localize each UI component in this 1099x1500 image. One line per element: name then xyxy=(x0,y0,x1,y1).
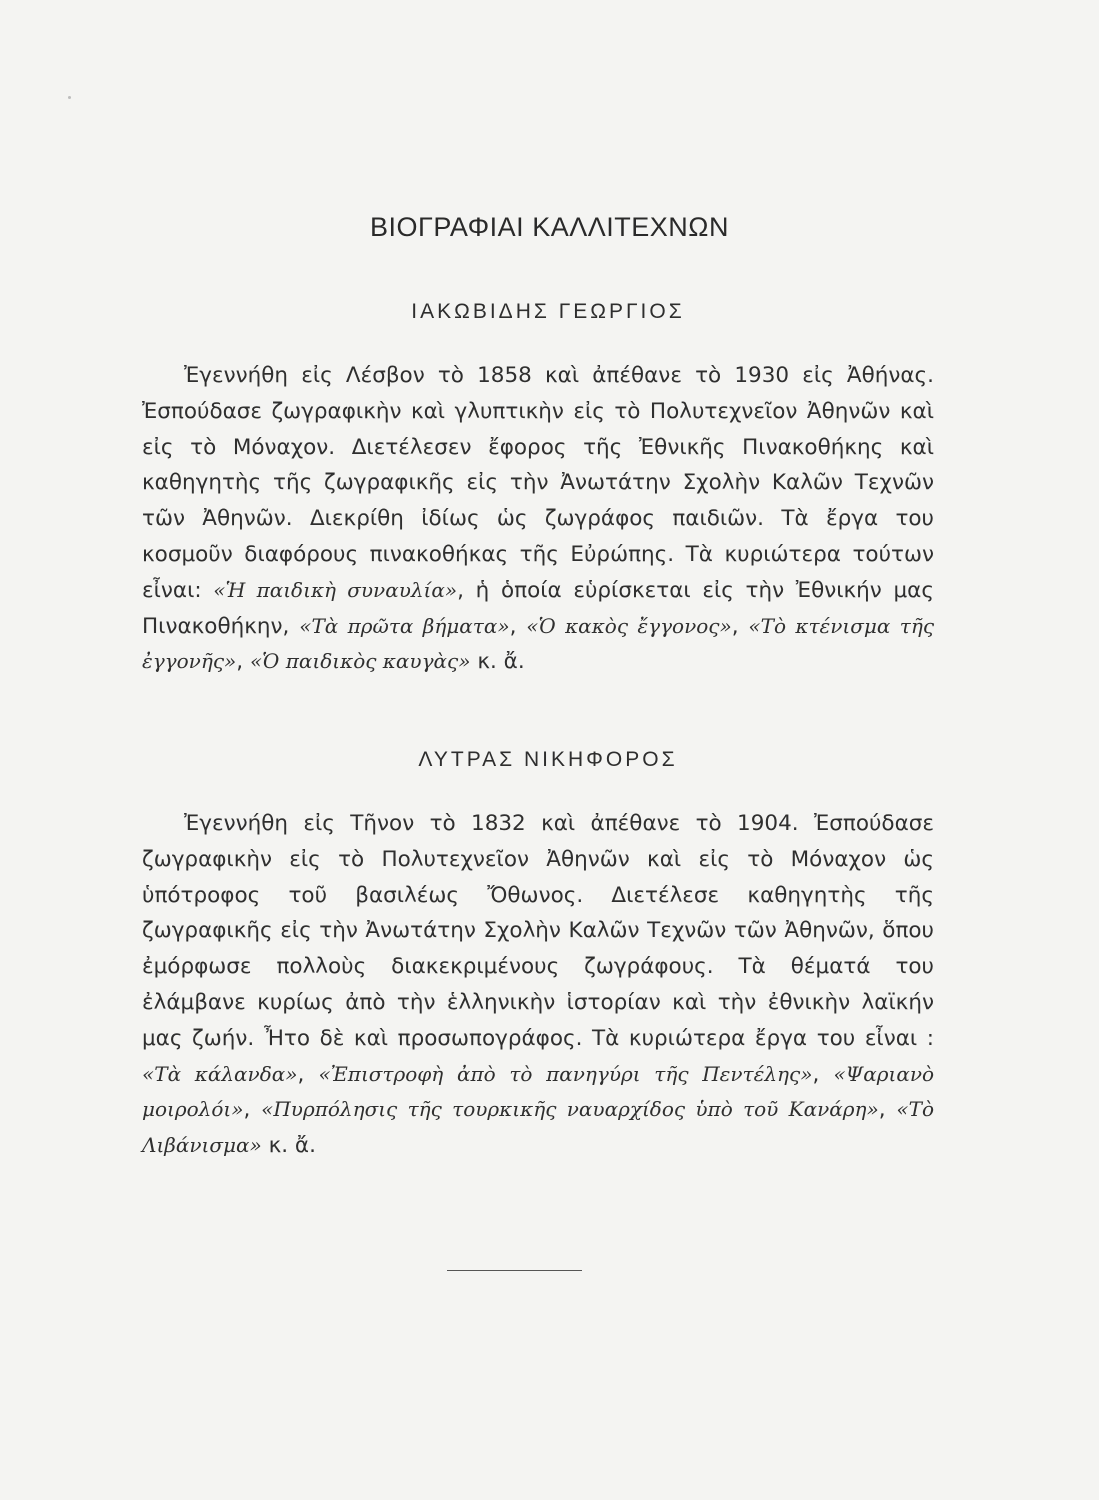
artwork-title: «Τὸ Λιβάνισμα» xyxy=(142,1097,935,1158)
page-title: ΒΙΟΓΡΑΦΙΑΙ ΚΑΛΛΙΤΕΧΝΩΝ xyxy=(370,212,729,242)
artwork-title: «Ψαριανὸ μοιρολόι» xyxy=(142,1061,935,1122)
biography-body: , ἡ ὁποία εὑρίσκεται εἰς τὴν Ἐθνικήν μας Πινακοθήκην, xyxy=(142,577,934,639)
biography-ending: κ. ἄ. xyxy=(261,1133,316,1159)
separator: , xyxy=(812,1061,834,1087)
biography-lytras xyxy=(142,748,934,1164)
separator: , xyxy=(236,649,250,675)
artwork-title: «Ὁ παιδικὸς καυγὰς» xyxy=(249,649,471,674)
separator: , xyxy=(243,1097,262,1123)
artwork-title: «Πυρπόλησις τῆς τουρκικῆς ναυαρχίδος ὑπὸ τοῦ Κανάρη» xyxy=(261,1097,879,1122)
separator: , xyxy=(297,1061,319,1087)
biography-text xyxy=(142,358,934,680)
paper-speck xyxy=(68,96,71,99)
end-divider xyxy=(447,1270,582,1271)
biography-iakovidis xyxy=(142,300,934,680)
artist-heading: ΛΥΤΡΑΣ ΝΙΚΗΦΟΡΟΣ xyxy=(418,748,678,771)
separator: , xyxy=(509,613,527,639)
artwork-title: «Ἐπιστροφὴ ἀπὸ τὸ πανηγύρι τῆς Πεντέλης» xyxy=(318,1061,813,1086)
separator: , xyxy=(878,1097,897,1123)
artwork-title: «Τὰ κάλανδα» xyxy=(142,1061,298,1086)
biography-body: Ἐγεννήθη εἰς Τῆνον τὸ 1832 καὶ ἀπέθανε τὸ 1904. Ἐσπούδασε ζωγραφικὴν εἰς τὸ Πολυτεχνεῖον Ἀθηνῶν καὶ εἰς τὸ Μόναχον ὡς ὑπότροφος τοῦ βασιλέως Ὄθωνος. Διετέλεσε καθηγητὴς τῆς ζωγραφικῆς εἰς τὴν Ἀνωτάτην Σχολὴν Καλῶν Τεχνῶν τῶν Ἀθηνῶν, ὅπου ἐμόρφωσε πολλοὺς διακεκριμένους ζωγράφους. Τὰ θέματά του ἐλάμβανε κυρίως ἀπὸ τὴν ἑλληνικὴν ἱστορίαν καὶ τὴν ἐθνικὴν λαϊκήν μας ζωήν. Ἦτο δὲ καὶ προσωπογράφος. Τὰ κυριώτερα ἔργα του εἶναι : xyxy=(142,811,934,1051)
biography-body: Ἐγεννήθη εἰς Λέσβον τὸ 1858 καὶ ἀπέθανε τὸ 1930 εἰς Ἀθήνας. Ἐσπούδασε ζωγραφικὴν καὶ γλυπτικὴν εἰς τὸ Πολυτεχνεῖον Ἀθηνῶν καὶ εἰς τὸ Μόναχον. Διετέλεσεν ἔφορος τῆς Ἐθνικῆς Πινακοθήκης καὶ καθηγητὴς τῆς ζωγραφικῆς εἰς τὴν Ἀνωτάτην Σχολὴν Καλῶν Τεχνῶν τῶν Ἀθηνῶν. Διεκρίθη ἰδίως ὡς ζωγράφος παιδιῶν. Τὰ ἔργα του κοσμοῦν διαφόρους πινακοθήκας τῆς Εὐρώπης. Τὰ κυριώτερα τούτων εἶναι: xyxy=(142,363,934,603)
separator: , xyxy=(731,613,749,639)
artist-heading: ΙΑΚΩΒΙΔΗΣ ΓΕΩΡΓΙΟΣ xyxy=(411,300,685,323)
artwork-title: «Ἡ παιδικὴ συναυλία» xyxy=(213,577,458,602)
biography-ending: κ. ἄ. xyxy=(470,649,525,675)
artwork-title: «Ὁ κακὸς ἔγγονος» xyxy=(526,613,732,638)
artwork-title: «Τὰ πρῶτα βήματα» xyxy=(299,613,510,638)
artwork-title: «Τὸ κτένισμα τῆς ἐγγονῆς» xyxy=(142,613,935,674)
biography-text xyxy=(142,806,934,1164)
